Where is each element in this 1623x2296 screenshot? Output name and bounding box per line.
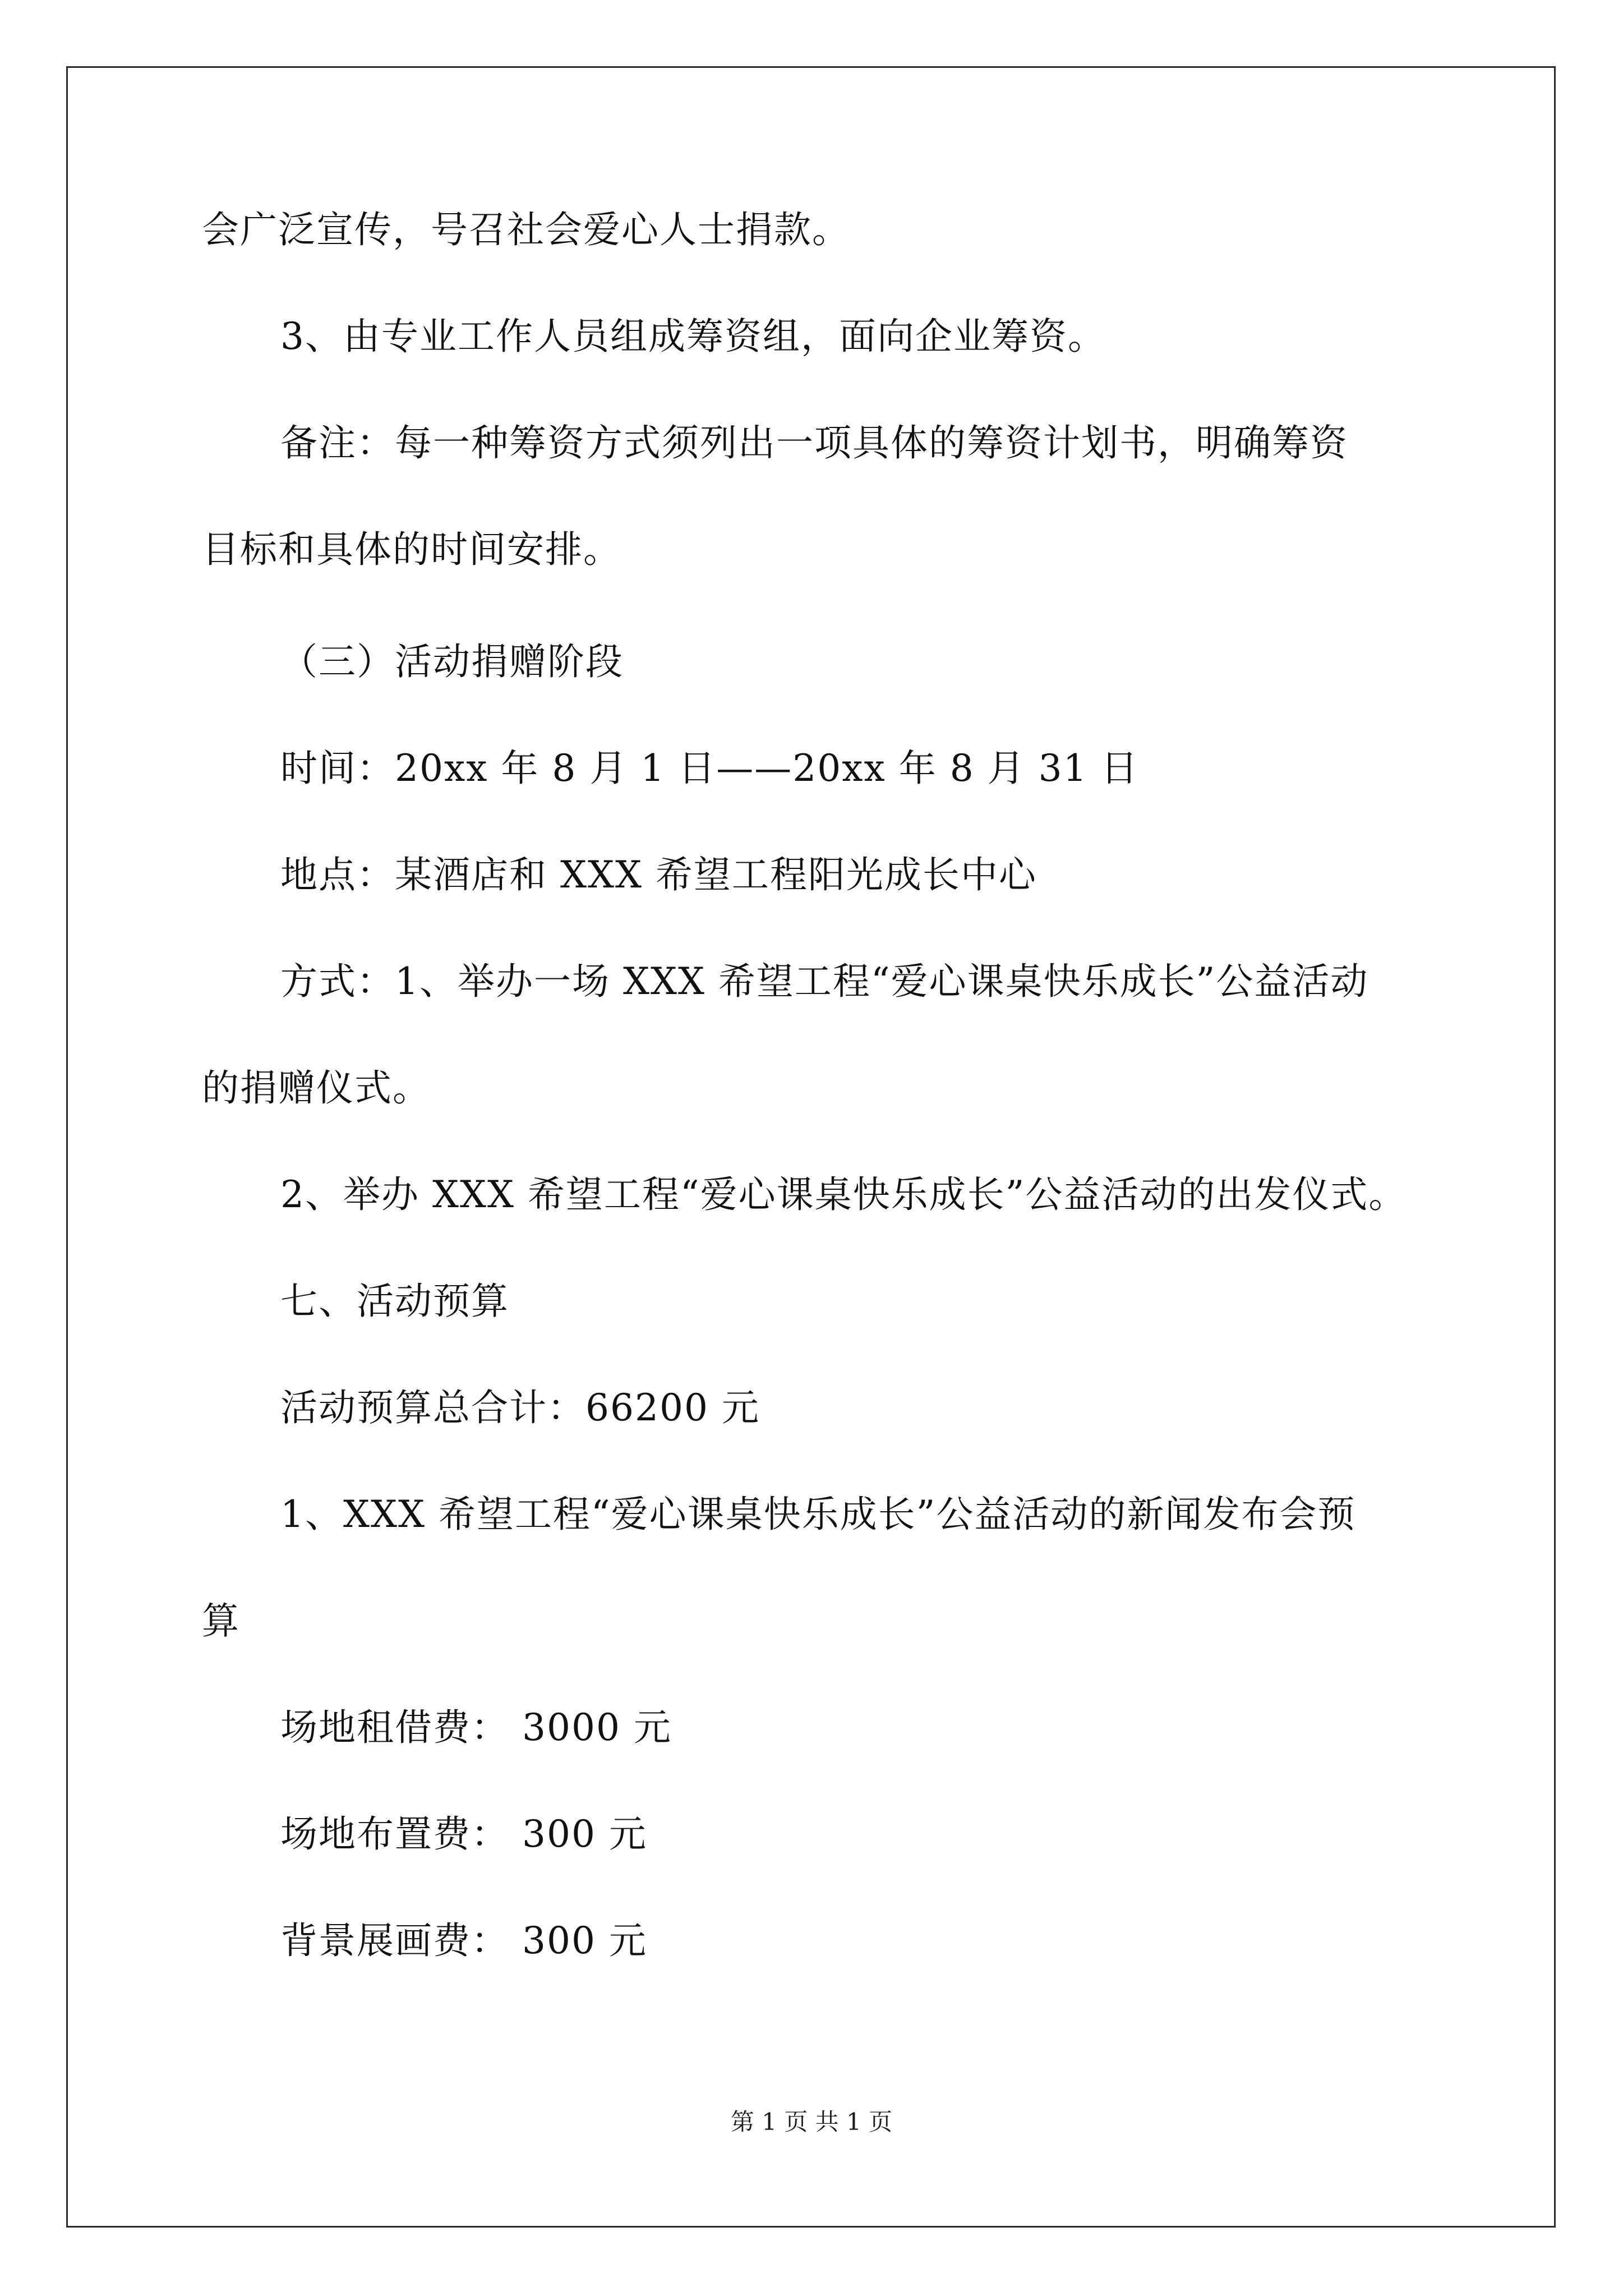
paragraph-line: 会广泛宣传，号召社会爱心人士捐款。 [202,208,850,251]
paragraph-line: 备注：每一种筹资方式须列出一项具体的筹资计划书，明确筹资 [280,421,1348,464]
paragraph-line: 活动预算总合计：66200 元 [280,1386,760,1429]
section-heading: （三）活动捐赠阶段 [280,640,624,683]
page-footer: 第 1 页 共 1 页 [730,2108,893,2136]
paragraph-line: 算 [202,1599,240,1642]
paragraph-line: 时间：20xx 年 8 月 1 日——20xx 年 8 月 31 日 [280,747,1139,790]
paragraph-line: 地点：某酒店和 XXX 希望工程阳光成长中心 [280,853,1037,896]
paragraph-line: 目标和具体的时间安排。 [202,528,621,571]
paragraph-line: 1、XXX 希望工程“爱心课桌快乐成长”公益活动的新闻发布会预 [280,1493,1356,1536]
budget-item: 场地布置费： 300 元 [280,1812,647,1856]
page-border [66,66,1556,2228]
budget-item: 背景展画费： 300 元 [280,1919,647,1962]
paragraph-line: 3、由专业工作人员组成筹资组，面向企业筹资。 [280,315,1106,358]
paragraph-line: 2、举办 XXX 希望工程“爱心课桌快乐成长”公益活动的出发仪式。 [280,1173,1407,1216]
paragraph-line: 的捐赠仪式。 [202,1066,431,1110]
section-heading: 七、活动预算 [280,1280,509,1323]
budget-item: 场地租借费： 3000 元 [280,1706,672,1749]
paragraph-line: 方式：1、举办一场 XXX 希望工程“爱心课桌快乐成长”公益活动 [280,960,1369,1003]
